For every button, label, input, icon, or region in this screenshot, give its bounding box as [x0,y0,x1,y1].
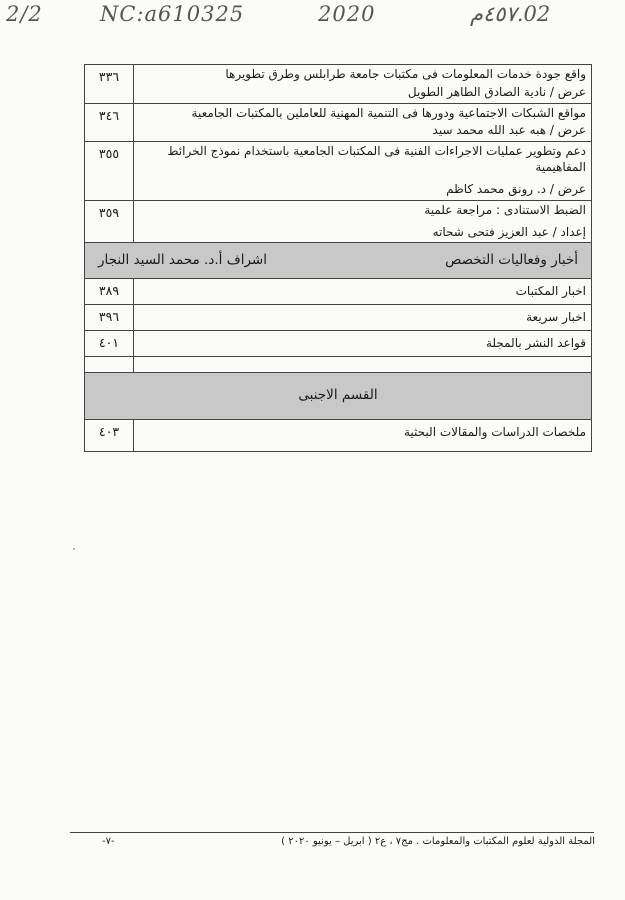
section-supervisor: اشراف أ.د. محمد السيد النجار [98,252,267,269]
handwritten-year: 2020 [318,2,376,26]
handwritten-catalog-code: NC:a610325 [100,2,245,26]
section-title: القسم الاجنبى [298,387,378,404]
entry-title: قواعد النشر بالمجلة [134,331,592,357]
entry-author: عرض / د. رونق محمد كاظم [446,181,586,196]
entry-title: ملخصات الدراسات والمقالات البحثية [134,419,592,451]
page-number: ٣٥٥ [85,142,134,200]
entry-title: مواقع الشبكات الاجتماعية ودورها فى التنمية المهنية للعاملين بالمكتبات الجامعية [191,105,586,120]
page-number: ٣٤٦ [85,103,134,142]
toc-row [85,65,592,104]
entry-author: إعداد / عبد العزيز فتحى شحاته [432,224,586,239]
toc-row [85,103,592,142]
toc-row [85,419,592,451]
scan-speck [73,548,75,550]
spacer-row [85,356,592,372]
toc-row [85,279,592,305]
page-number: ٣٥٩ [85,200,134,243]
entry-author: عرض / هبه عبد الله محمد سيد [432,123,586,138]
entry-title: اخبار المكتبات [134,279,592,305]
footer-page-number: -٧- [102,836,115,847]
toc-entry [134,65,592,104]
page-number: ٤٠٣ [85,419,134,451]
toc-row [85,142,592,200]
entry-title: الضبط الاستنادى : مراجعة علمية [424,202,586,217]
section-title: أخبار وفعاليات التخصص [445,252,578,269]
page-number: ٣٨٩ [85,279,134,305]
toc-row [85,305,592,331]
page-number: ٣٩٦ [85,305,134,331]
toc-entry [134,103,592,142]
entry-title: اخبار سريعة [134,305,592,331]
entry-author: عرض / نادية الصادق الطاهر الطويل [407,84,586,99]
footer-rule [70,832,594,833]
toc-row [85,200,592,243]
table-of-contents [84,64,592,452]
page-number: ٣٣٦ [85,65,134,104]
entry-title: دعم وتطوير عمليات الاجراءات الفنية فى المكتبات الجامعية باستخدام نموذج الخرائط المفاهيمية [167,144,586,175]
toc-entry [134,142,592,200]
toc-row [85,331,592,357]
footer-journal-citation: المجلة الدولية لعلوم المكتبات والمعلومات . مج٧ ، ع٢ ( ابريل – يونيو ٢٠٢٠ ) [281,836,595,847]
handwritten-page-count: 2/2 [6,2,43,26]
toc-entry [134,200,592,243]
section-header-news [85,243,592,279]
page-number: ٤٠١ [85,331,134,357]
section-header-foreign [85,372,592,419]
entry-title: واقع جودة خدمات المعلومات فى مكتبات جامعة طرابلس وطرق تطويرها [225,67,586,81]
handwritten-classification: 02.٤٥٧م [470,2,551,26]
